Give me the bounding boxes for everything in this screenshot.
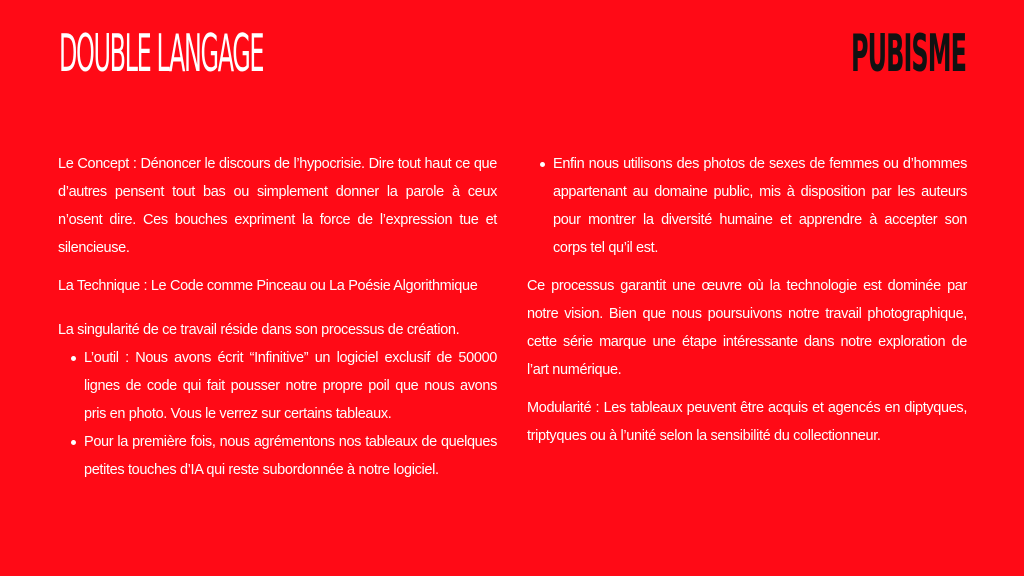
modularity-paragraph: Modularité : Les tableaux peuvent être acquis et agencés en diptyques, triptyques ou à l’unité selon la sensibilité du collectionneur. [527,400,967,444]
process-paragraph: Ce processus garantit une œuvre où la technologie est dominée par notre vision. Bien que nous poursuivons notre travail photographique, cette série marque une étape intéressante dans notre exploration de l’art numérique. [527,278,967,378]
bullet-item-tool: L’outil : Nous avons écrit “Infinitive” un logiciel exclusif de 50000 lignes de code qui fait pousser notre propre poil que nous avons pris en photo. Vous le verrez sur certains tableaux. [58,344,497,428]
bullet-item-photos: Enfin nous utilisons des photos de sexes de femmes ou d’hommes appartenant au domaine public, mis à disposition par les auteurs pour montrer la diversité humaine et apprendre à accepter son corps tel qu’il est. [527,150,967,262]
intro-paragraph: La singularité de ce travail réside dans son processus de création. [58,322,460,338]
technique-bullet-list [58,344,497,484]
concept-paragraph: Le Concept : Dénoncer le discours de l’hypocrisie. Dire tout haut ce que d’autres pensent tout bas ou simplement donner la parole à ceux n’osent dire. Ces bouches expriment la force de l’expression tue et silencieuse. [58,156,497,256]
bullet-item-ai: Pour la première fois, nous agrémentons nos tableaux de quelques petites touches d’IA qui reste subordonnée à notre logiciel. [58,428,497,484]
photos-bullet-list [527,150,967,262]
slide-title: DOUBLE LANGAGE [59,24,264,84]
right-text-column [527,150,967,460]
series-title: PUBISME [850,24,966,84]
left-text-column [58,150,497,494]
technique-heading: La Technique : Le Code comme Pinceau ou La Poésie Algorithmique [58,278,478,294]
